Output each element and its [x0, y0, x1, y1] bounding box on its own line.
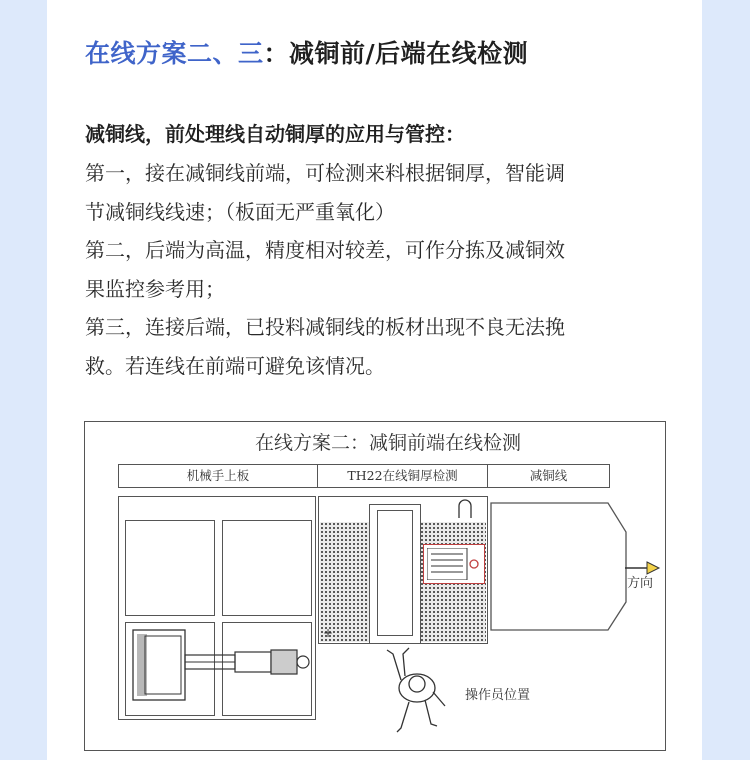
- board-stack: [125, 520, 215, 616]
- paragraph-line: 救。若连线在前端可避免该情况。: [85, 353, 385, 378]
- plus-marker-icon: +: [323, 626, 334, 640]
- body-paragraph: [85, 154, 675, 385]
- direction-label: 方向: [627, 576, 654, 591]
- section-label-inspection: TH22在线铜厚检测: [318, 464, 488, 488]
- gauge-inner: [377, 510, 413, 636]
- page-title: [85, 34, 528, 74]
- sensor-icon: [455, 498, 475, 520]
- section-subheading: 减铜线，前处理线自动铜厚的应用与管控：: [85, 122, 465, 146]
- paragraph-line: 果监控参考用；: [85, 276, 225, 301]
- layout-diagram: [84, 421, 666, 751]
- board-stack: [222, 520, 312, 616]
- title-highlight: 在线方案二、三: [85, 39, 264, 68]
- paragraph-line: 第三，连接后端，已投料减铜线的板材出现不良无法挽: [85, 315, 565, 339]
- title-rest: ：减铜前/后端在线检测: [263, 39, 529, 68]
- section-label-etch-line: 减铜线: [488, 464, 610, 488]
- operator-icon: [375, 644, 455, 736]
- diagram-title: 在线方案二：减铜前端在线检测: [255, 432, 522, 454]
- robot-arm-icon: [125, 622, 315, 716]
- operator-label: 操作员位置: [465, 688, 531, 703]
- etch-line-shape: [490, 502, 640, 632]
- section-label-loading: 机械手上板: [118, 464, 318, 488]
- gauge-panel-icon: [427, 548, 481, 580]
- paragraph-line: 节减铜线线速；（板面无严重氧化）: [85, 199, 395, 224]
- paragraph-line: 第一，接在减铜线前端，可检测来料根据铜厚，智能调: [85, 161, 565, 185]
- paragraph-line: 第二，后端为高温，精度相对较差，可作分拣及减铜效: [85, 238, 565, 262]
